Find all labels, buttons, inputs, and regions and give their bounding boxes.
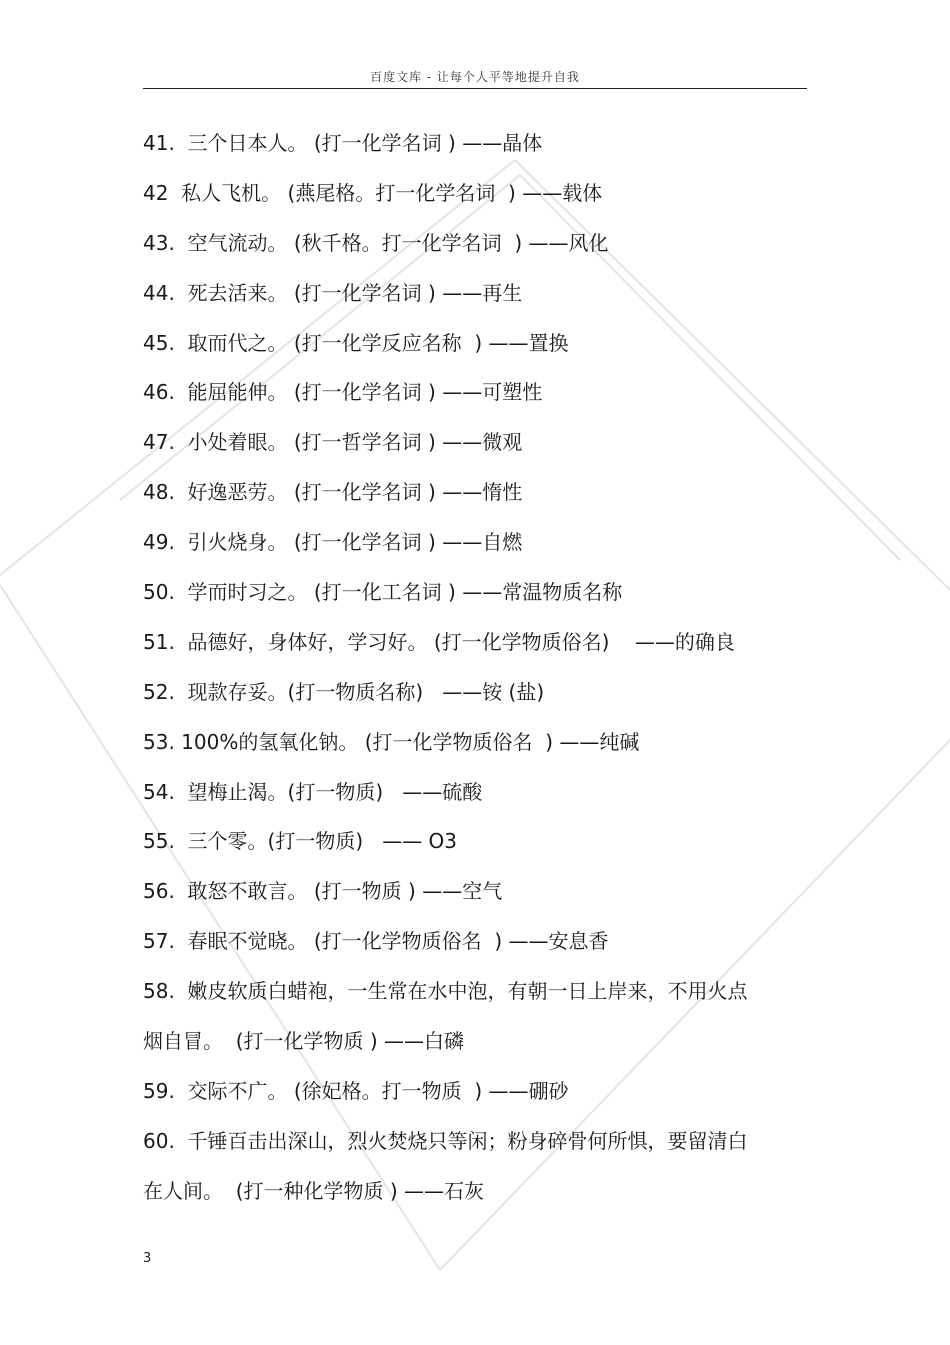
riddle-line: 44. 死去活来。 (打一化学名词 ) ——再生 (143, 280, 523, 305)
page-number: 3 (143, 1251, 152, 1266)
riddle-line: 57. 春眠不觉晓。 (打一化学物质俗名 ) ——安息香 (143, 929, 609, 954)
riddle-line: 45. 取而代之。 (打一化学反应名称 ) ——置换 (143, 330, 569, 355)
riddle-line: 54. 望梅止渴。(打一物质) ——硫酸 (143, 779, 483, 804)
riddle-line: 46. 能屈能伸。 (打一化学名词 ) ——可塑性 (143, 380, 543, 405)
riddle-line: 58. 嫩皮软质白蜡袍，一生常在水中泡，有朝一日上岸来，不用火点 (143, 979, 748, 1004)
riddle-line: 52. 现款存妥。(打一物质名称) ——铵 (盐) (143, 679, 545, 704)
riddle-list (143, 126, 807, 1224)
riddle-line: 51. 品德好，身体好，学习好。 (打一化学物质俗名) ——的确良 (143, 629, 735, 654)
riddle-line: 55. 三个零。(打一物质) —— O3 (143, 829, 458, 854)
riddle-line: 53. 100%的氢氧化钠。 (打一化学物质俗名 ) ——纯碱 (143, 729, 640, 754)
riddle-line: 60. 千锤百击出深山，烈火焚烧只等闲；粉身碎骨何所惧，要留清白 (143, 1128, 748, 1153)
riddle-line: 41. 三个日本人。 (打一化学名词 ) ——晶体 (143, 131, 543, 155)
riddle-line: 在人间。 (打一种化学物质 ) ——石灰 (143, 1178, 485, 1203)
riddle-line: 43. 空气流动。 (秋千格。打一化学名词 ) ——风化 (143, 230, 609, 255)
header-text: 百度文库 - 让每个人平等地提升自我 (370, 70, 580, 84)
riddle-line: 47. 小处着眼。 (打一哲学名词 ) ——微观 (143, 430, 523, 455)
riddle-line: 49. 引火烧身。 (打一化学名词 ) ——自燃 (143, 530, 523, 555)
page-header (143, 66, 807, 89)
riddle-line: 48. 好逸恶劳。 (打一化学名词 ) ——惰性 (143, 480, 523, 505)
riddle-line: 烟自冒。 (打一化学物质 ) ——白磷 (143, 1029, 465, 1054)
riddle-line: 59. 交际不广。 (徐妃格。打一物质 ) ——硼砂 (143, 1078, 569, 1103)
riddle-line: 42 私人飞机。 (燕尾格。打一化学名词 ) ——载体 (143, 180, 603, 205)
riddle-line: 50. 学而时习之。 (打一化工名词 ) ——常温物质名称 (143, 580, 623, 605)
riddle-line: 56. 敢怒不敢言。 (打一物质 ) ——空气 (143, 879, 503, 904)
